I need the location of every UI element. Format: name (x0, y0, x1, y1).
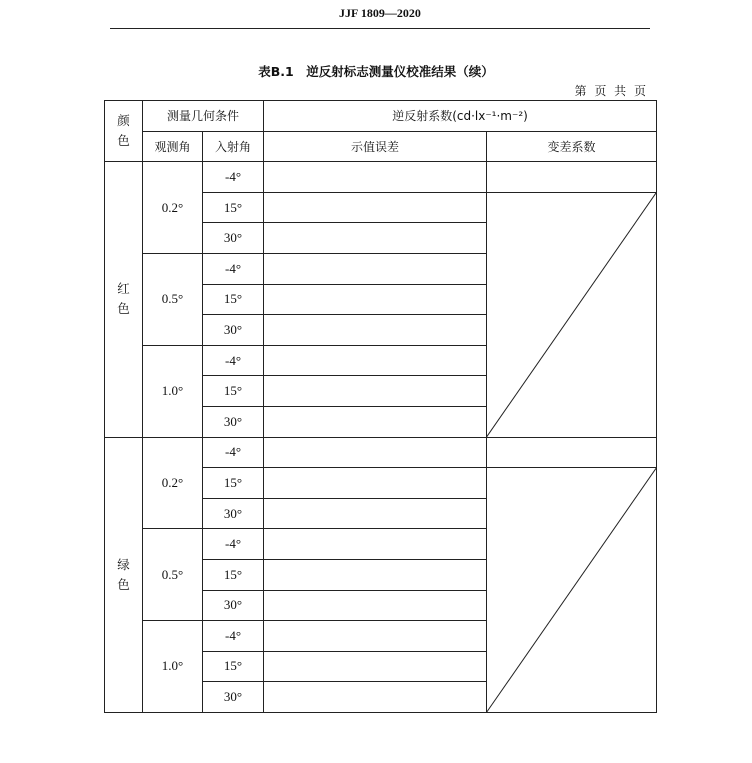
incidence-angle-cell: 30° (203, 498, 264, 529)
color-char: 色 (117, 301, 130, 317)
table-row (105, 162, 657, 193)
color-char: 绿 (117, 556, 130, 572)
table-row (105, 437, 657, 468)
color-header-char-2: 色 (117, 133, 130, 149)
color-header (105, 101, 143, 162)
indication-error-cell[interactable] (264, 468, 487, 499)
indication-error-cell[interactable] (264, 376, 487, 407)
observation-angle-cell: 1.0° (143, 345, 203, 437)
variation-coefficient-cell[interactable] (487, 437, 657, 468)
incidence-angle-cell: 15° (203, 192, 264, 223)
indication-error-cell[interactable] (264, 162, 487, 193)
struck-out-cell (487, 468, 657, 713)
color-cell (105, 162, 143, 437)
indication-error-cell[interactable] (264, 621, 487, 652)
document-code-header: JJF 1809—2020 (339, 6, 421, 20)
observation-angle-cell: 0.2° (143, 437, 203, 529)
color-cell (105, 437, 143, 712)
incidence-angle-cell: 30° (203, 406, 264, 437)
incidence-angle-cell: 30° (203, 223, 264, 254)
observation-angle-cell: 0.5° (143, 529, 203, 621)
observation-angle-cell: 0.5° (143, 253, 203, 345)
variation-coefficient-cell[interactable] (487, 162, 657, 193)
indication-error-cell[interactable] (264, 651, 487, 682)
geometry-header: 测量几何条件 (143, 101, 264, 132)
indication-error-cell[interactable] (264, 345, 487, 376)
color-char: 红 (117, 281, 130, 297)
incidence-angle-cell: 30° (203, 590, 264, 621)
indication-error-cell[interactable] (264, 498, 487, 529)
incidence-angle-cell: -4° (203, 345, 264, 376)
header-rule (110, 28, 650, 29)
indication-error-cell[interactable] (264, 223, 487, 254)
incidence-angle-cell: 15° (203, 284, 264, 315)
indication-error-cell[interactable] (264, 529, 487, 560)
indication-error-cell[interactable] (264, 406, 487, 437)
page-count: 第 页 共 页 (574, 84, 648, 98)
incidence-angle-cell: -4° (203, 621, 264, 652)
indication-error-cell[interactable] (264, 559, 487, 590)
observation-angle-cell: 0.2° (143, 162, 203, 254)
observation-angle-cell: 1.0° (143, 621, 203, 713)
color-header-char-1: 颜 (117, 113, 130, 129)
incidence-angle-cell: 15° (203, 376, 264, 407)
struck-out-cell (487, 192, 657, 437)
incidence-angle-header: 入射角 (203, 131, 264, 162)
indication-error-cell[interactable] (264, 192, 487, 223)
incidence-angle-cell: 15° (203, 468, 264, 499)
indication-error-header: 示值误差 (264, 131, 487, 162)
incidence-angle-cell: 30° (203, 682, 264, 713)
observation-angle-header: 观测角 (143, 131, 203, 162)
indication-error-cell[interactable] (264, 437, 487, 468)
coefficient-header: 逆反射系数(cd·lx⁻¹·m⁻²) (264, 101, 657, 132)
color-char: 色 (117, 576, 130, 592)
indication-error-cell[interactable] (264, 315, 487, 346)
incidence-angle-cell: 15° (203, 651, 264, 682)
incidence-angle-cell: -4° (203, 529, 264, 560)
header-row-1 (105, 101, 657, 132)
calibration-results-table-wrapper (104, 100, 656, 732)
incidence-angle-cell: -4° (203, 162, 264, 193)
header-row-2 (105, 131, 657, 162)
indication-error-cell[interactable] (264, 590, 487, 621)
indication-error-cell[interactable] (264, 682, 487, 713)
indication-error-cell[interactable] (264, 253, 487, 284)
indication-error-cell[interactable] (264, 284, 487, 315)
incidence-angle-cell: 30° (203, 315, 264, 346)
incidence-angle-cell: -4° (203, 437, 264, 468)
incidence-angle-cell: -4° (203, 253, 264, 284)
calibration-results-table (104, 100, 657, 713)
incidence-angle-cell: 15° (203, 559, 264, 590)
variation-coefficient-header: 变差系数 (487, 131, 657, 162)
table-caption: 表B.1 逆反射标志测量仪校准结果（续） (258, 64, 494, 79)
